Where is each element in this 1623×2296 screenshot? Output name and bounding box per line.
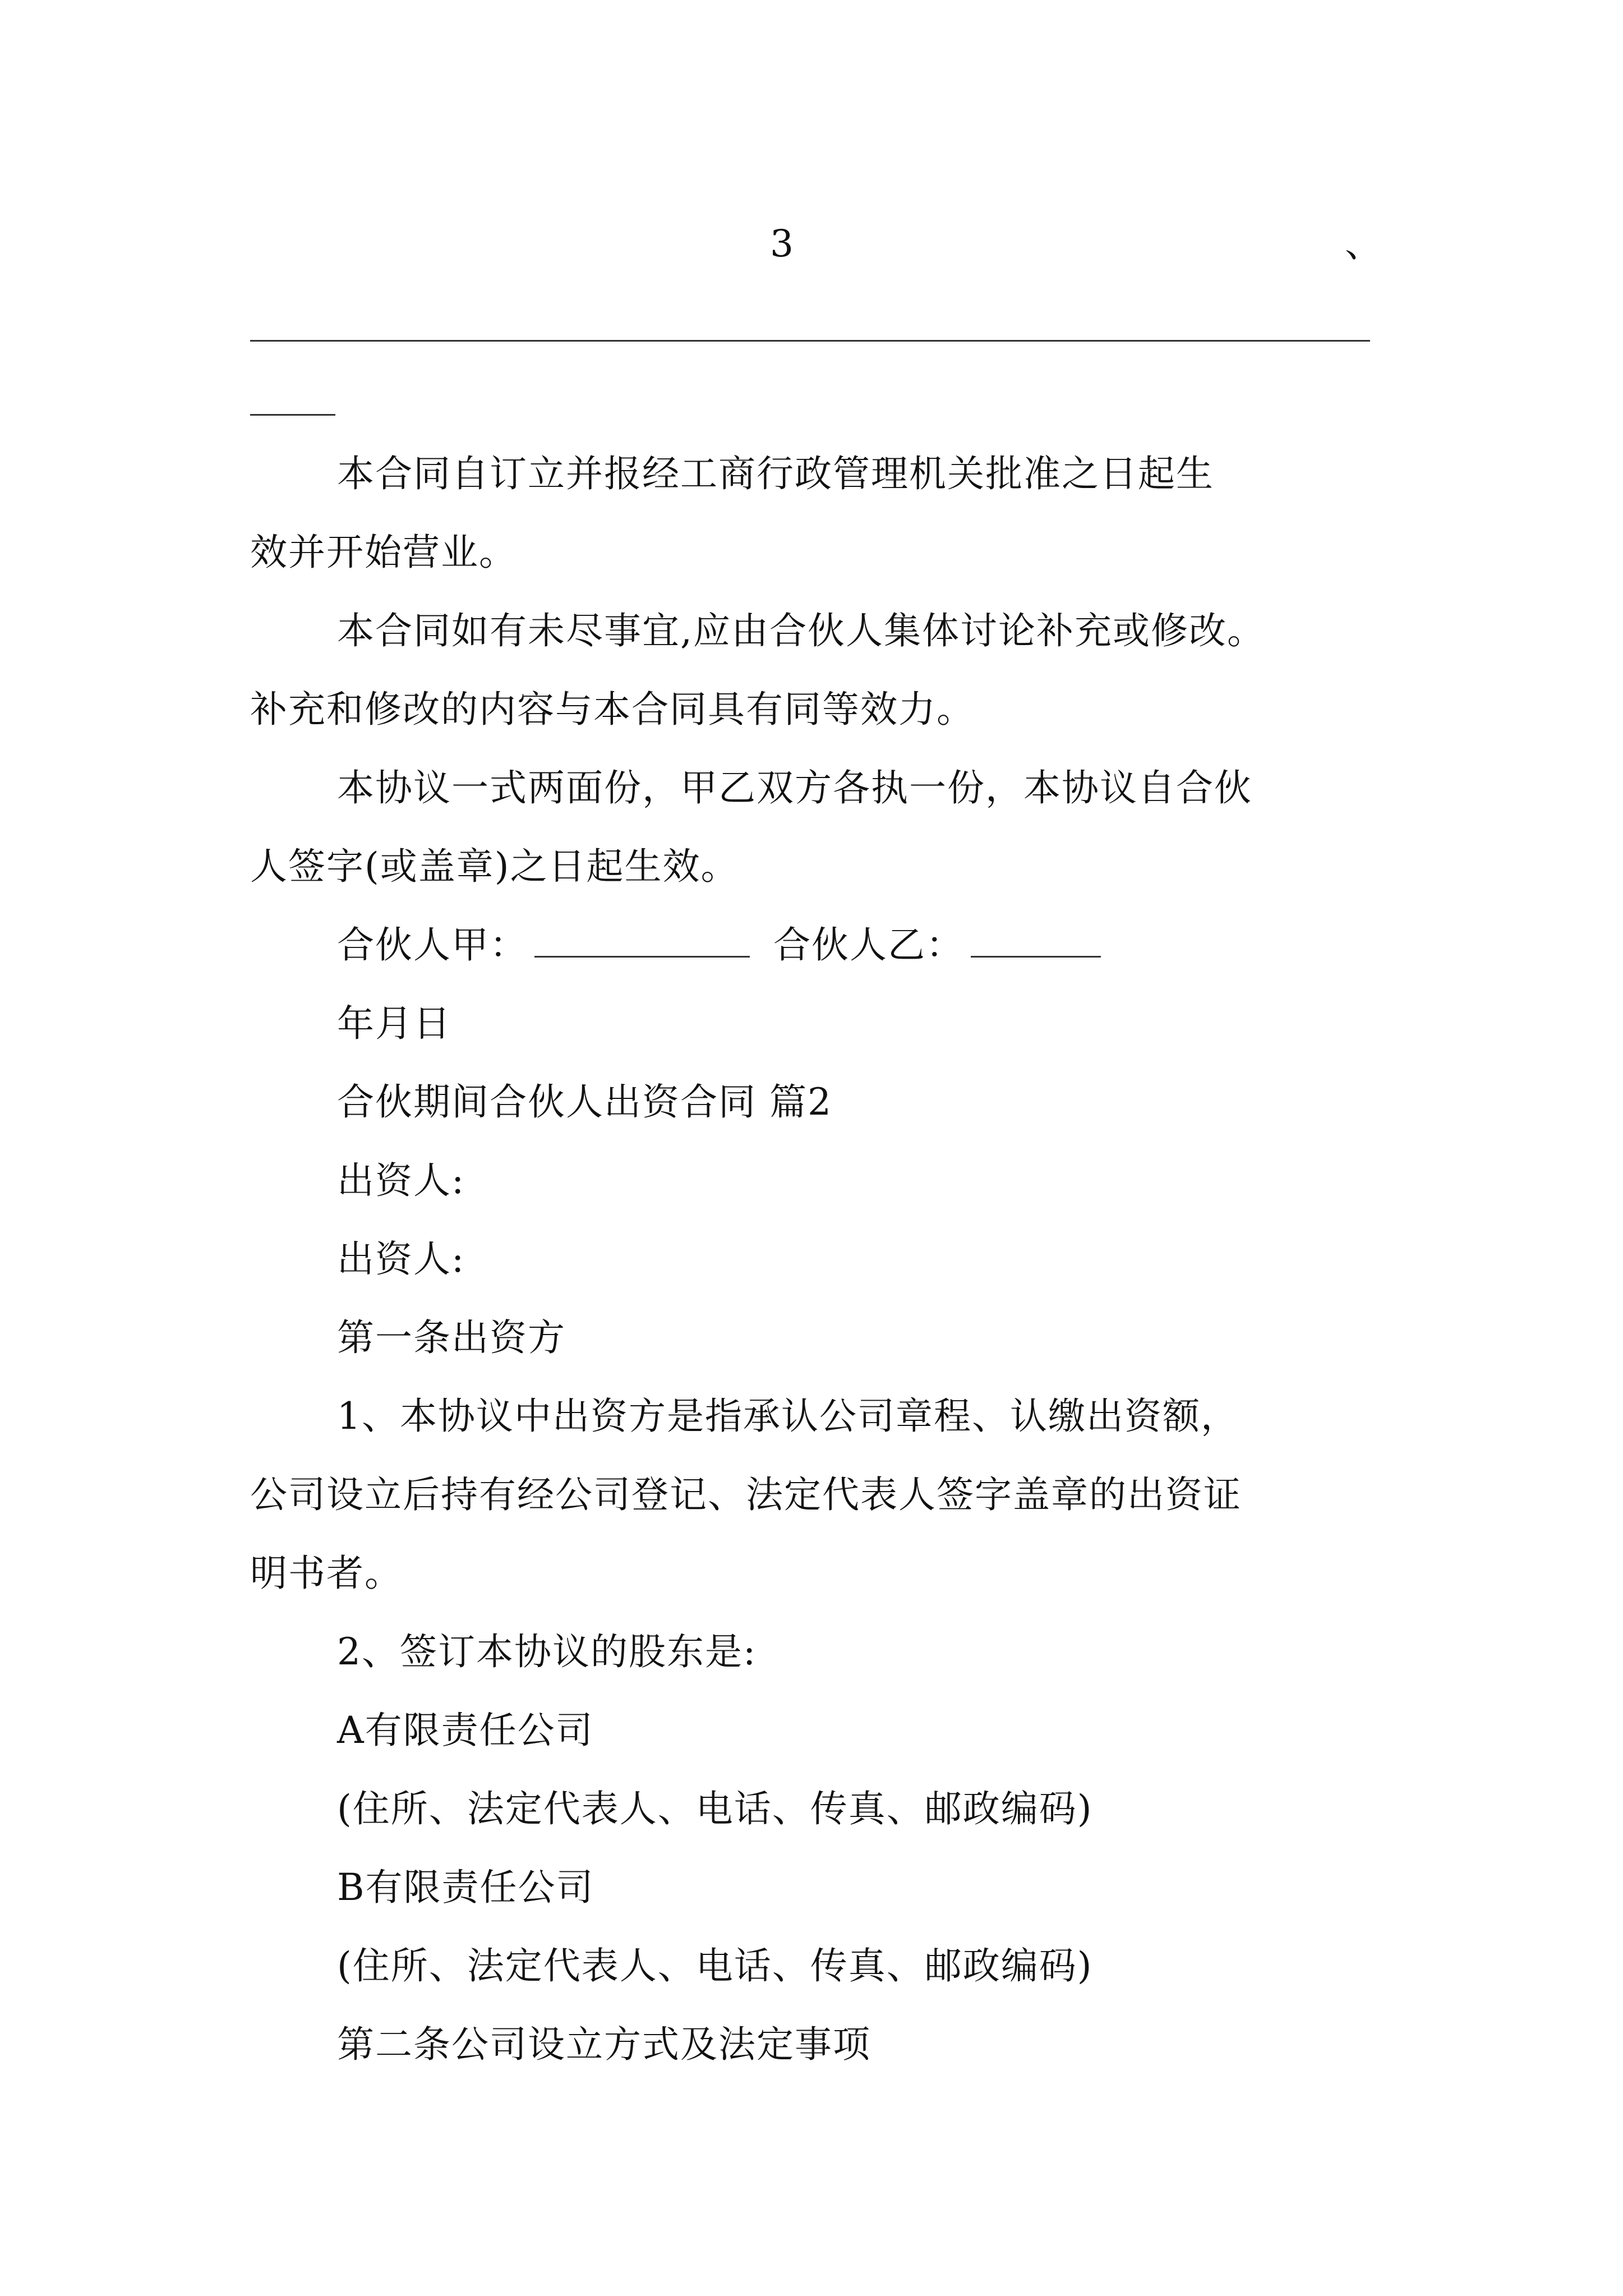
signature-line [337, 923, 1101, 968]
company-b-details: (住所、法定代表人、电话、传真、邮政编码) [337, 1944, 1093, 1987]
party-b-label: 合伙人乙： [773, 923, 964, 967]
paragraph-effective-line-2: 效并开始营业。 [250, 531, 517, 574]
article-1-clause-2: 2、签订本协议的股东是: [337, 1630, 757, 1673]
paragraph-copies-line-1: 本协议一式两面份，甲乙双方各执一份，本协议自合伙 [337, 766, 1252, 809]
section-title: 合伙期间合伙人出资合同 篇2 [337, 1080, 832, 1124]
paragraph-supplement-line-2: 补充和修改的内容与本合同具有同等效力。 [250, 688, 975, 731]
article-2-title: 第二条公司设立方式及法定事项 [337, 2023, 871, 2066]
date-line: 年月日 [337, 1002, 451, 1045]
party-a-label: 合伙人甲： [337, 923, 528, 967]
investor-line-1: 出资人: [337, 1159, 465, 1202]
article-1-clause-1-line-1: 1、本协议中出资方是指承认公司章程、认缴出资额， [337, 1395, 1239, 1438]
item-number: 3 [770, 222, 794, 265]
investor-line-2: 出资人: [337, 1237, 465, 1281]
company-a-details: (住所、法定代表人、电话、传真、邮政编码) [337, 1787, 1093, 1830]
paragraph-copies-line-2: 人签字(或盖章)之日起生效。 [250, 845, 739, 888]
fill-in-line [250, 340, 1370, 342]
article-1-clause-1-line-3: 明书者。 [250, 1552, 403, 1595]
article-1-title: 第一条出资方 [337, 1316, 566, 1359]
company-a-name: A有限责任公司 [337, 1709, 594, 1752]
fill-in-line-continuation [250, 414, 335, 416]
paragraph-supplement-line-1: 本合同如有未尽事宜,应由合伙人集体讨论补充或修改。 [337, 609, 1265, 652]
party-a-signature-blank [534, 924, 750, 958]
company-b-name: B有限责任公司 [337, 1866, 594, 1909]
paragraph-effective-line-1: 本合同自订立并报经工商行政管理机关批准之日起生 [337, 452, 1214, 495]
article-1-clause-1-line-2: 公司设立后持有经公司登记、法定代表人签字盖章的出资证 [250, 1473, 1242, 1516]
party-b-signature-blank [971, 924, 1101, 958]
item-enumeration-comma: 、 [1345, 222, 1382, 265]
